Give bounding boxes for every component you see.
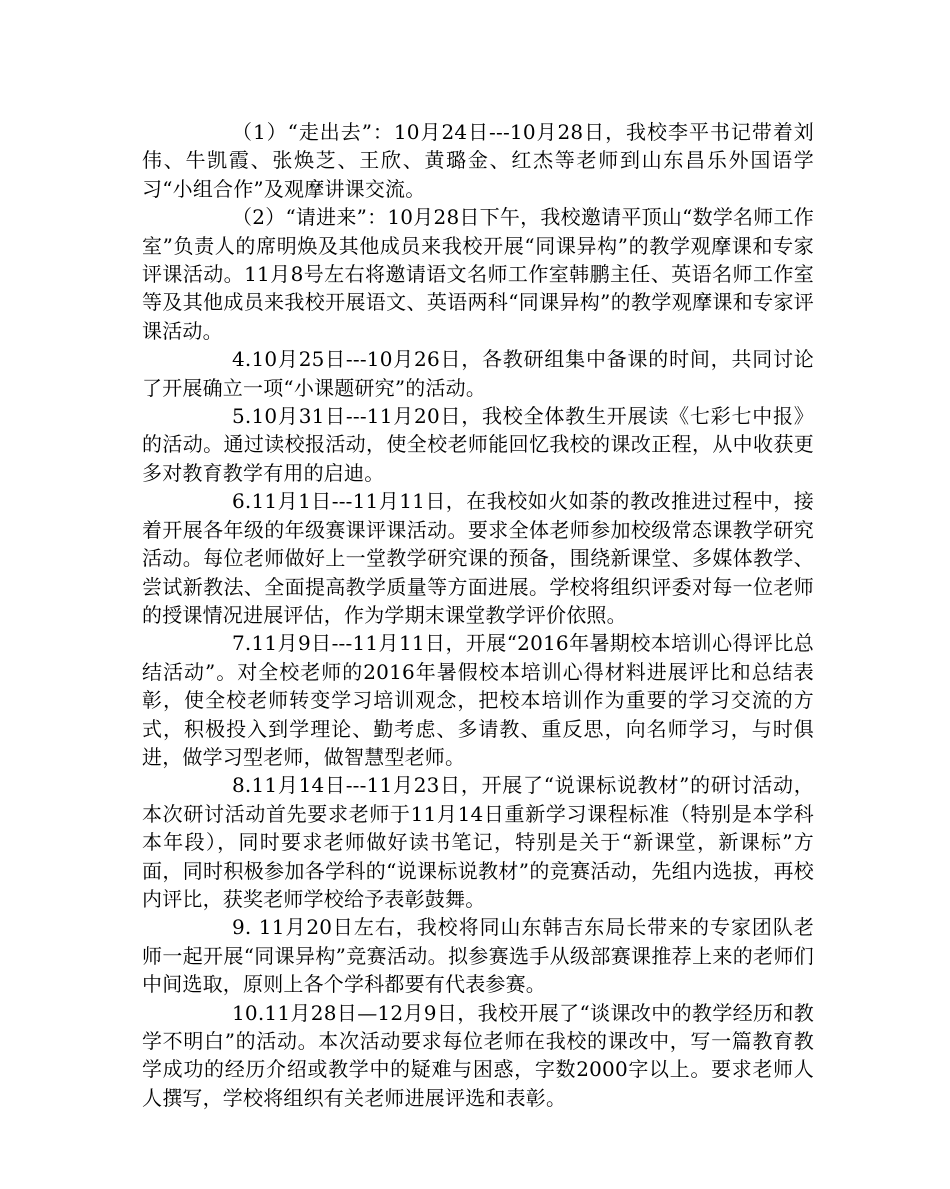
paragraph-going-out: （1）“走出去”：10月24日---10月28日，我校李平书记带着刘伟、牛凯霞、张焕芝、王欣、黄璐金、红杰等老师到山东昌乐外国语学习“小组合作”及观摩讲课交流。 <box>142 120 814 201</box>
paragraph-item-6: 6.11月1日---11月11日，在我校如火如荼的教改推进过程中，接着开展各年级的年级赛课评课活动。要求全体老师参加校级常态课教学研究活动。每位老师做好上一堂教学研究课的预备，围绕新课堂、多媒体教学、尝试新教法、全面提高教学质量等方面进展。学校将组织评委对每一位老师的授课情况进展评估，作为学期末课堂教学评价依照。 <box>142 489 814 627</box>
paragraph-item-4: 4.10月25日---10月26日，各教研组集中备课的时间，共同讨论了开展确立一项“小课题研究”的活动。 <box>142 347 814 400</box>
paragraph-item-5: 5.10月31日---11月20日，我校全体教生开展读《七彩七中报》的活动。通过读校报活动，使全校老师能回忆我校的课改正程，从中收获更多对教育教学有用的启迪。 <box>142 404 814 485</box>
paragraph-inviting-in: （2）“请进来”：10月28日下午，我校邀请平顶山“数学名师工作室”负责人的席明焕及其他成员来我校开展“同课异构”的教学观摩课和专家评课活动。11月8号左右将邀请语文名师工作室韩鹏主任、英语名师工作室等及其他成员来我校开展语文、英语两科“同课异构”的教学观摩课和专家评课活动。 <box>142 205 814 343</box>
paragraph-item-7: 7.11月9日---11月11日，开展“2016年暑期校本培训心得评比总结活动”。对全校老师的2016年暑假校本培训心得材料进展评比和总结表彰，使全校老师转变学习培训观念，把校本培训作为重要的学习交流的方式，积极投入到学理论、勤考虑、多请教、重反思，向名师学习，与时俱进，做学习型老师，做智慧型老师。 <box>142 631 814 769</box>
document-body <box>142 118 814 1112</box>
paragraph-item-10: 10.11月28日—12月9日，我校开展了“谈课改中的教学经历和教学不明白”的活动。本次活动要求每位老师在我校的课改中，写一篇教育教学成功的经历介绍或教学中的疑难与困惑，字数2000字以上。要求老师人人撰写，学校将组织有关老师进展评选和表彰。 <box>142 1000 814 1110</box>
paragraph-item-8: 8.11月14日---11月23日，开展了“说课标说教材”的研讨活动，本次研讨活动首先要求老师于11月14日重新学习课程标准（特别是本学科本年段），同时要求老师做好读书笔记，特别是关于“新课堂，新课标”方面，同时积极参加各学科的“说课标说教材”的竞赛活动，先组内选拔，再校内评比，获奖老师学校给予表彰鼓舞。 <box>142 773 814 911</box>
paragraph-item-9: 9. 11月20日左右，我校将同山东韩吉东局长带来的专家团队老师一起开展“同课异构”竞赛活动。拟参赛选手从级部赛课推荐上来的老师们中间选取，原则上各个学科都要有代表参赛。 <box>142 915 814 997</box>
